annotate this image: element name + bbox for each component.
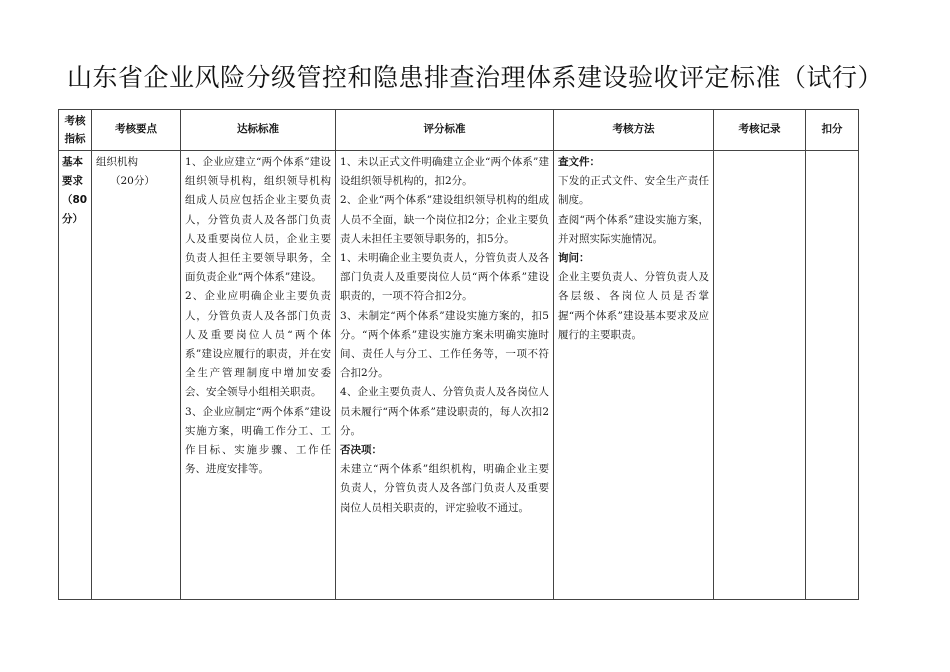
veto-text: 未建立“两个体系”组织机构，明确企业主要负责人，分管负责人及各部门负责人及重要岗位人员相关职责的，评定验收不通过。 [340, 463, 549, 514]
scoring-item: 1、未明确企业主要负责人，分管负责人及各部门负责人及重要岗位人员“两个体系”建设职责的，一项不符合扣2分。 [340, 252, 549, 303]
deduction-cell[interactable] [806, 151, 859, 600]
header-indicator: 考核指标 [59, 110, 92, 151]
evaluation-table [58, 109, 859, 600]
scoring-item: 1、未以正式文件明确建立企业“两个体系”建设组织领导机构的，扣2分。 [340, 156, 549, 188]
point-score: （20分） [110, 175, 155, 188]
record-cell[interactable] [714, 151, 806, 600]
method-cell [554, 151, 714, 600]
header-deduction: 扣分 [806, 110, 859, 151]
point-name: 组织机构 [96, 156, 138, 168]
points-cell [92, 151, 181, 600]
table-row [59, 151, 859, 600]
page-title: 山东省企业风险分级管控和隐患排查治理体系建设验收评定标准（试行） [66, 63, 883, 92]
scoring-item: 4、企业主要负责人、分管负责人及各岗位人员未履行“两个体系”建设职责的，每人次扣2分。 [340, 386, 549, 437]
header-standard: 达标标准 [181, 110, 336, 151]
header-points: 考核要点 [92, 110, 181, 151]
method-check-text: 下发的正式文件、安全生产责任制度。 [558, 175, 709, 207]
header-method: 考核方法 [554, 110, 714, 151]
header-record: 考核记录 [714, 110, 806, 151]
standard-item: 1、企业应建立“两个体系”建设组织领导机构，组织领导机构组成人员应包括企业主要负责人，分管负责人及各部门负责人及重要岗位人员，企业主要负责人担任主要领导职务，全面负责企业“两个体系”建设。 [185, 156, 331, 284]
veto-label: 否决项： [340, 444, 382, 457]
scoring-item: 3、未制定“两个体系”建设实施方案的，扣5分。“两个体系”建设实施方案未明确实施时间、责任人与分工、工作任务等，一项不符合扣2分。 [340, 309, 549, 380]
standard-cell [181, 151, 336, 600]
method-ask-text: 企业主要负责人、分管负责人及各层级、各岗位人员是否掌握“两个体系”建设基本要求及应履行的主要职责。 [558, 271, 709, 341]
method-ask-label: 询问： [558, 252, 590, 265]
header-scoring: 评分标准 [336, 110, 554, 151]
table-header-row [59, 110, 859, 151]
standard-item: 2、企业应明确企业主要负责人，分管负责人及各部门负责人及重要岗位人员“两个体系”建设应履行的职责，并在安全生产管理制度中增加安委会、安全领导小组相关职责。 [185, 290, 331, 399]
scoring-item: 2、企业“两个体系”建设组织领导机构的组成人员不全面，缺一个岗位扣2分；企业主要负责人未担任主要领导职务的，扣5分。 [340, 194, 549, 245]
method-check-text: 查阅“两个体系”建设实施方案，并对照实际实施情况。 [558, 213, 709, 245]
standard-item: 3、企业应制定“两个体系”建设实施方案，明确工作分工、工作目标、实施步骤、工作任务、进度安排等。 [185, 405, 331, 476]
scoring-cell [336, 151, 554, 600]
indicator-cell: 基本要求（80分） [59, 151, 92, 600]
method-check-label: 查文件： [558, 156, 600, 168]
